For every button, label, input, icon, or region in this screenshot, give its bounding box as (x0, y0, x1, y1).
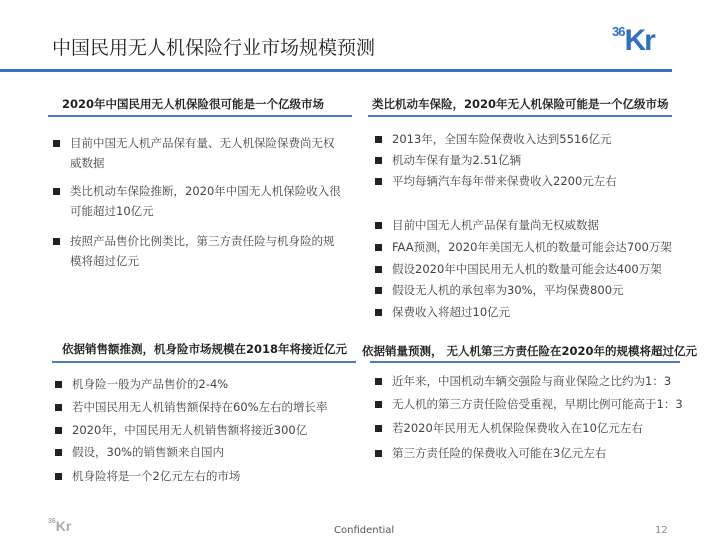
page-title: 中国民用无人机保险行业市场规模预测 (52, 37, 376, 59)
list-item: 保费收入将超过10亿元 (392, 302, 510, 322)
list-item: 第三方责任险的保费收入可能在3亿元左右 (392, 443, 606, 463)
section-rule-1 (48, 115, 352, 117)
section-header-3: 依据销售额推测，机身险市场规模在2018年将接近亿元 (62, 342, 348, 356)
title-divider (0, 69, 672, 72)
list-item: 2013年，全国车险保费收入达到5516亿元 (392, 129, 612, 149)
list-item: 平均每辆汽车每年带来保费收入2200元左右 (392, 171, 617, 191)
confidential-label: Confidential (334, 525, 395, 536)
list-item: 2020年，中国民用无人机销售额将接近300亿 (72, 420, 307, 440)
section-header-2: 类比机动车保险，2020年无人机保险可能是一个亿级市场 (372, 97, 669, 111)
section-header-1: 2020年中国民用无人机保险很可能是一个亿级市场 (62, 97, 325, 111)
page-number: 12 (655, 525, 668, 536)
list-item: 假设2020年中国民用无人机的数量可能会达400万架 (392, 259, 662, 279)
list-item: 目前中国无人机产品保有量、无人机保险保费尚无权 威数据 (70, 133, 335, 173)
list-item: 机身险将是一个2亿元左右的市场 (72, 466, 240, 486)
list-item: 类比机动车保险推断，2020年中国无人机保险收入很 可能超过10亿元 (70, 181, 341, 221)
section-rule-3 (52, 361, 356, 363)
36kr-logo: $^{36}$Kr (612, 24, 654, 57)
list-item: 无人机的第三方责任险倍受重视，早期比例可能高于1：3 (392, 394, 683, 414)
list-item: 目前中国无人机产品保有量尚无权威数据 (392, 215, 599, 235)
list-item: 若2020年民用无人机保险保费收入在10亿元左右 (392, 418, 643, 438)
list-item: 近年来，中国机动车辆交强险与商业保险之比约为1：3 (392, 371, 671, 391)
list-item: 按照产品售价比例类比，第三方责任险与机身险的规 模将超过亿元 (70, 231, 335, 271)
list-item: 机身险一般为产品售价的2-4% (72, 374, 228, 394)
section-rule-2 (368, 115, 672, 117)
footer-logo: $^{36}$Kr (48, 518, 72, 534)
section-header-4: 依据销量预测， 无人机第三方责任险在2020年的规模将超过亿元 (362, 344, 698, 358)
list-item: 若中国民用无人机销售额保持在60%左右的增长率 (72, 397, 328, 417)
list-item: 机动车保有量为2.51亿辆 (392, 150, 521, 170)
list-item: 假设，30%的销售额来自国内 (72, 442, 224, 462)
list-item: FAA预测，2020年美国无人机的数量可能会达700万架 (392, 237, 672, 257)
section-rule-4 (370, 361, 680, 363)
list-item: 假设无人机的承包率为30%，平均保费800元 (392, 280, 624, 300)
